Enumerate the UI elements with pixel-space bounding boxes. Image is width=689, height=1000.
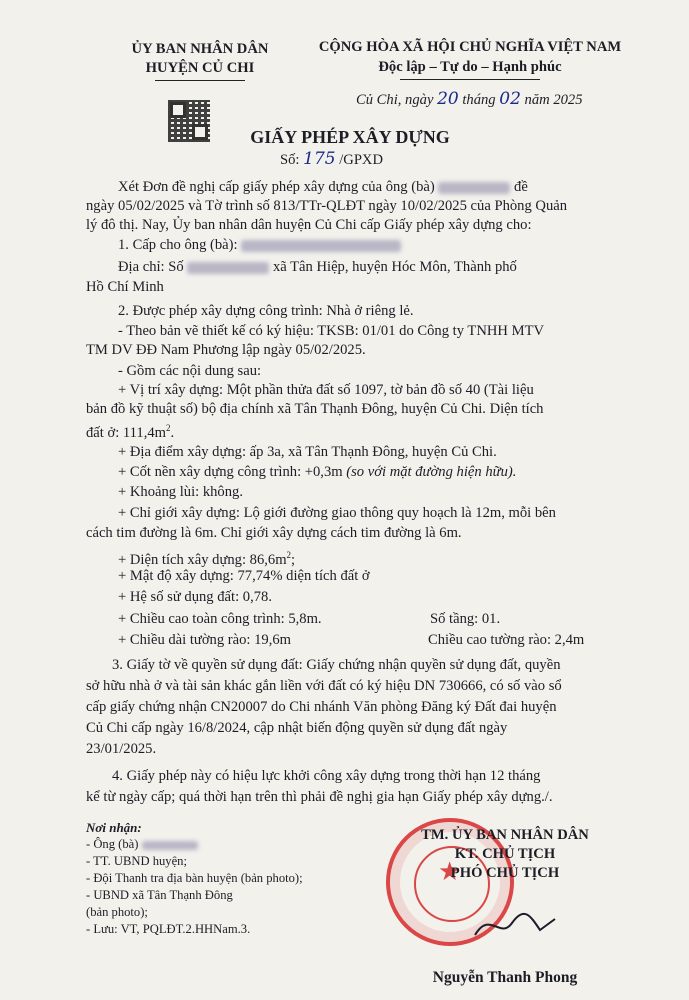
- body-line: Chiều cao tường rào: 2,4m: [428, 632, 585, 648]
- body-line: + Địa điểm xây dựng: ấp 3a, xã Tân Thạnh Đông, huyện Củ Chi.: [118, 444, 497, 460]
- issuer-line-1: ỦY BAN NHÂN DÂN: [131, 41, 269, 57]
- body-line: + Cốt nền xây dựng công trình: +0,3m (so với mặt đường hiện hữu).: [118, 464, 517, 480]
- divider: [155, 80, 245, 81]
- signatory-org: TM. ỦY BAN NHÂN DÂN: [421, 827, 589, 843]
- recipient-item: - TT. UBND huyện;: [86, 854, 187, 868]
- redacted-name: [142, 841, 198, 850]
- body-line: lý đô thị. Nay, Ủy ban nhân dân huyện Củ Chi cấp Giấy phép xây dựng cho:: [86, 217, 532, 233]
- redacted-name: [438, 182, 510, 194]
- recipients-heading: Nơi nhận:: [86, 820, 142, 835]
- star-icon: ★: [438, 857, 462, 886]
- body-line: kể từ ngày cấp; quá thời hạn trên thì phải đề nghị gia hạn Giấy phép xây dựng./.: [86, 789, 553, 805]
- permit-number: Số: 175 /GPXD: [280, 149, 384, 169]
- body-line: Củ Chi cấp ngày 16/8/2024, cập nhật biến động quyền sử dụng đất ngày: [86, 720, 508, 736]
- body-line: cách tim đường là 6m. Chỉ giới xây dựng cách tim đường là 6m.: [86, 525, 462, 541]
- recipient-item: - Lưu: VT, PQLĐT.2.HHNam.3.: [86, 922, 251, 936]
- body-line: ngày 05/02/2025 và Tờ trình số 813/TTr-QLĐT ngày 10/02/2025 của Phòng Quản: [86, 198, 568, 214]
- body-line: 4. Giấy phép này có hiệu lực khởi công xây dựng trong thời hạn 12 tháng: [112, 768, 541, 784]
- signatory-name: Nguyễn Thanh Phong: [432, 969, 578, 986]
- body-line: - Gồm các nội dung sau:: [118, 363, 262, 379]
- recipient-item: - Ông (bà): [86, 836, 198, 852]
- divider: [400, 79, 540, 80]
- body-line: + Hệ số sử dụng đất: 0,78.: [118, 589, 272, 605]
- body-line: cấp giấy chứng nhận CN20007 do Chi nhánh Văn phòng Đăng ký Đất đai huyện: [86, 699, 557, 715]
- body-line: Địa chỉ: Số xã Tân Hiệp, huyện Hóc Môn, Thành phố: [118, 259, 517, 275]
- issuer-line-2: HUYỆN CỦ CHI: [145, 60, 255, 76]
- national-title: CỘNG HÒA XÃ HỘI CHỦ NGHĨA VIỆT NAM: [318, 39, 622, 55]
- body-line: - Theo bản vẽ thiết kế có ký hiệu: TKSB: 01/01 do Công ty TNHH MTV: [118, 323, 545, 339]
- body-line: + Diện tích xây dựng: $86,6m^2$;: [118, 550, 296, 568]
- body-line: 3. Giấy tờ về quyền sử dụng đất: Giấy chứng nhận quyền sử dụng đất, quyền: [112, 657, 561, 673]
- body-line: + Chiều cao toàn công trình: 5,8m.: [118, 611, 322, 627]
- recipient-item: (bản photo);: [86, 905, 148, 919]
- body-line: Hồ Chí Minh: [86, 279, 164, 295]
- signatory-role-2: PHÓ CHỦ TỊCH: [450, 865, 560, 881]
- body-line: TM DV ĐĐ Nam Phương lập ngày 05/02/2025.: [86, 342, 366, 358]
- body-line: + Chỉ giới xây dựng: Lộ giới đường giao thông quy hoạch là 12m, mỗi bên: [118, 505, 556, 521]
- body-line: + Vị trí xây dựng: Một phần thửa đất số 1097, tờ bản đồ số 40 (Tài liệu: [118, 382, 534, 398]
- body-line: bản đồ kỹ thuật số) bộ địa chính xã Tân Thạnh Đông, huyện Củ Chi. Diện tích: [86, 401, 544, 417]
- handwritten-signature: [470, 905, 560, 945]
- body-line: đất ở: $111,4m^2$.: [86, 423, 175, 441]
- body-line: + Chiều dài tường rào: 19,6m: [118, 632, 292, 648]
- national-motto: Độc lập – Tự do – Hạnh phúc: [378, 59, 562, 75]
- body-line: Xét Đơn đề nghị cấp giấy phép xây dựng của ông (bà) đề: [118, 179, 528, 195]
- body-line: + Khoảng lùi: không.: [118, 484, 243, 500]
- document-title: GIẤY PHÉP XÂY DỰNG: [250, 127, 450, 147]
- redacted-address: [187, 262, 269, 274]
- recipient-item: - UBND xã Tân Thạnh Đông: [86, 888, 233, 902]
- redacted-name: [241, 240, 401, 252]
- body-line: + Mật độ xây dựng: 77,74% diện tích đất ở: [118, 568, 370, 584]
- body-line: 1. Cấp cho ông (bà):: [118, 236, 401, 255]
- date-line: Củ Chi, ngày 20 tháng 02 năm 2025: [356, 89, 583, 109]
- signatory-role-1: KT. CHỦ TỊCH: [454, 846, 556, 862]
- recipient-item: - Đội Thanh tra địa bàn huyện (bản photo);: [86, 871, 303, 885]
- body-line: sở hữu nhà ở và tài sản khác gắn liền với đất có ký hiệu DN 730666, có số vào sổ: [86, 678, 562, 694]
- body-line: 2. Được phép xây dựng công trình: Nhà ở riêng lẻ.: [118, 303, 414, 319]
- body-line: 23/01/2025.: [86, 741, 157, 757]
- body-line: Số tầng: 01.: [430, 611, 501, 627]
